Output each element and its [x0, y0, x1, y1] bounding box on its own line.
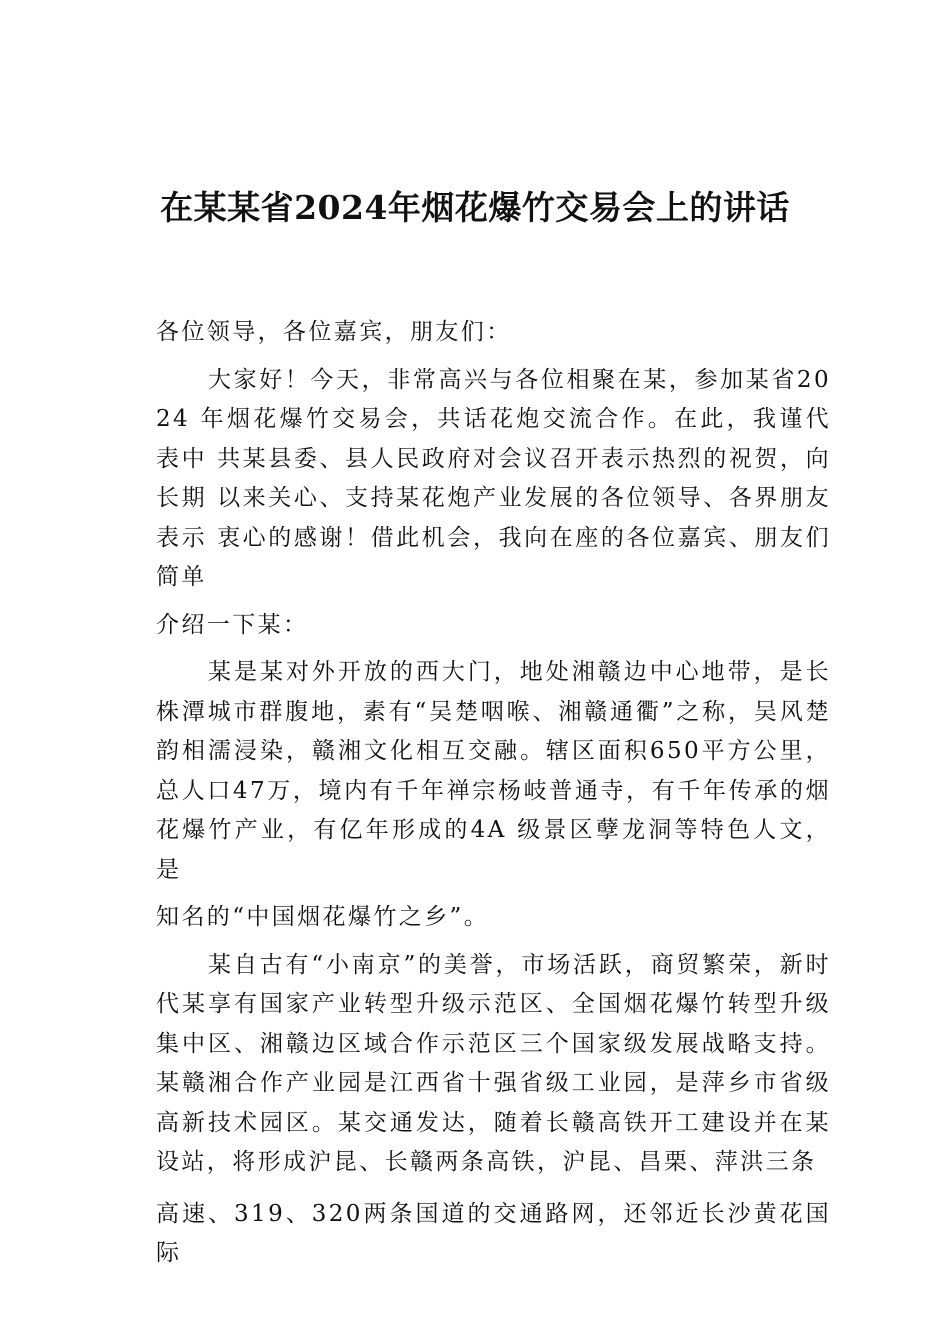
opening-paragraph-continuation: 介绍一下某： — [156, 611, 309, 638]
commerce-paragraph-continuation: 高速、319、320两条国道的交通路网，还邻近长沙黄花国际 — [156, 1200, 831, 1266]
introduction-paragraph-continuation: 知名的“中国烟花爆竹之乡”。 — [156, 904, 490, 930]
document-body — [156, 313, 831, 1274]
commerce-paragraph: 某自古有“小南京”的美誉，市场活跃，商贸繁荣，新时代某享有国家产业转型升级示范区、全国烟花爆竹转型升级集中区、湘赣边区域合作示范区三个国家级发展战略支持。某赣湘合作产业园是江西省十强省级工业园，是萍乡市省级高新技术园区。某交通发达，随着长赣高铁开工建设并在某设站，将形成沪昆、长赣两条高铁，沪昆、昌栗、萍洪三条 — [156, 951, 831, 1175]
document-title: 在某某省2024年烟花爆竹交易会上的讲话 — [160, 188, 790, 227]
introduction-paragraph: 某是某对外开放的西大门，地处湘赣边中心地带，是长株潭城市群腹地，素有“吴楚咽喉、湘赣通衢”之称，吴风楚韵相濡浸染，赣湘文化相互交融。辖区面积650平方公里， 总人口47万，境内有千年禅宗杨岐普通寺，有千年传承的烟 花爆竹产业，有亿年形成的4A 级景区孽龙洞等特色人文，是 — [156, 659, 831, 883]
opening-paragraph: 大家好！今天，非常高兴与各位相聚在某，参加某省2024 年烟花爆竹交易会，共话花炮交流合作。在此，我谨代表中 共某县委、县人民政府对会议召开表示热烈的祝贺，向长期 以来关心、支持某花炮产业发展的各位领导、各界朋友表示 衷心的感谢！借此机会，我向在座的各位嘉宾、朋友们简单 — [156, 366, 831, 590]
salutation-paragraph: 各位领导，各位嘉宾，朋友们： — [156, 319, 512, 345]
